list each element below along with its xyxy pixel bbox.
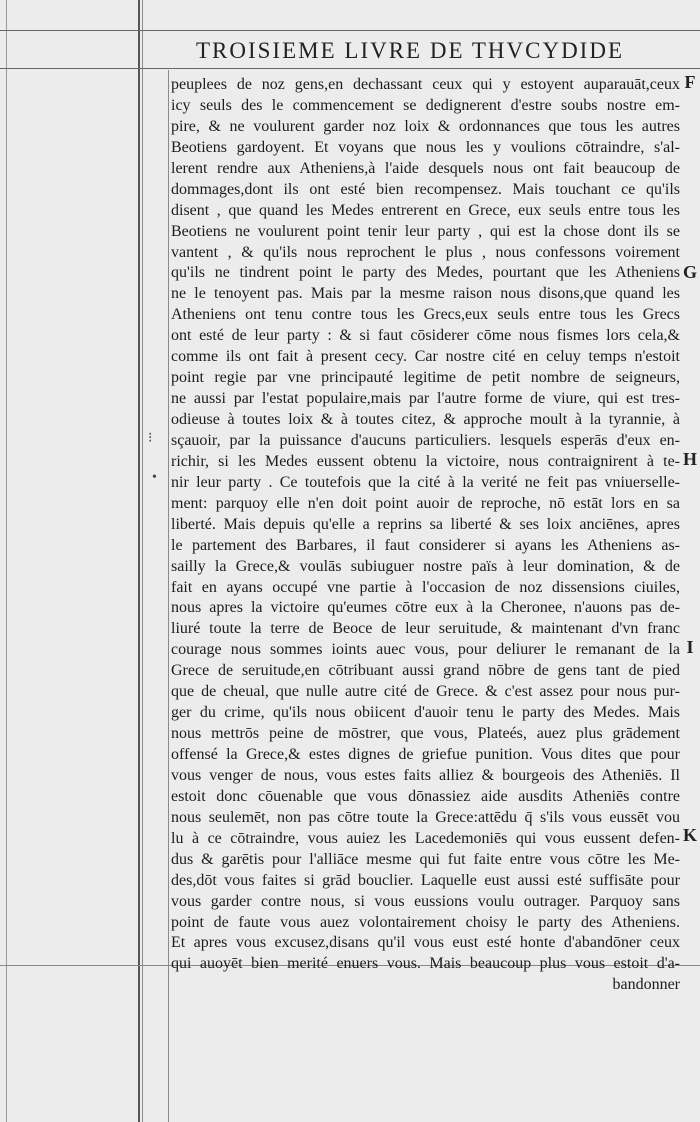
text-line: des,dōt vous faites si grād bouclier. Laquelle eust aussi esté suffisāte pour [171, 871, 680, 889]
text-line: sailly la Grece,& voulās subiuguer nostre païs à leur domination, & de [171, 557, 680, 575]
text-line: ont esté de leur party : & si faut cōsiderer cōme nous fismes lors cela,& [171, 327, 680, 345]
text-line: dus & garētis pour l'alliāce mesme qui fut faite entre vous cōtre les Me- [171, 850, 680, 868]
margin-letter-k: K [682, 825, 697, 845]
text-line: Beotiens ne voulurent point tenir leur party , qui est la chose dont ils se [171, 222, 680, 240]
text-line: offensé la Grece,& estes dignes de griefue punition. Vous dites que pour [171, 746, 680, 763]
text-line: peuplees de noz gens,en dechassant ceux qui y estoyent auparauāt,ceux [171, 76, 680, 93]
text-line: fait en ayans occupé vne partie à l'occasion de noz dissensions ciuiles, [171, 578, 680, 596]
text-line: odieuse à toutes loix & à toutes citez, & approche moult à la tyrannie, à [171, 411, 680, 428]
ink-dot-icon: • [152, 470, 157, 485]
text-line: courage nous sommes ioints auec vous, pour deliurer le remanant de la [171, 641, 680, 659]
text-line: icy seuls des le commencement se dedignerent d'estre soubs nostre em- [171, 96, 680, 114]
text-line: vous venger de nous, vous estes faits alliez & bourgeois des Atheniēs. Il [171, 766, 680, 784]
text-line: ment: parquoy elle n'en doit point auoir de reproche, nō estāt lors en sa [171, 494, 680, 512]
text-line: disent , que quand les Medes entrerent en Grece, eux seuls entre tous les [171, 201, 680, 219]
text-line: le partement des Barbares, il faut considerer si ayans les Atheniens as- [171, 536, 680, 554]
text-line: liberté. Mais depuis qu'elle a reprins sa liberté & ses loix anciēnes, apres [171, 515, 680, 533]
catchword: bandonner [612, 976, 680, 994]
margin-letter-h: H [682, 449, 697, 469]
text-line: sçauoir, par la puissance d'aucuns particuliers. lesquels esperās d'eux en- [171, 431, 680, 449]
margin-letter-i: I [686, 637, 694, 657]
text-line: pire, & ne voulurent garder noz loix & ordonnances que tous les autres [171, 117, 680, 135]
header-rule-top [0, 30, 700, 31]
left-frame-rule [138, 0, 140, 1122]
text-line: liuré toute la terre de Beoce de leur seruitude, & maintenant d'vn franc [171, 620, 680, 638]
text-line: nous mettrōs peine de mōstrer, que vous, Plateés, auez plus grādement [171, 725, 680, 743]
text-line: lu à ce cōtraindre, vous auiez les Lacedemoniēs qui vous eussent defen- [171, 829, 680, 847]
text-line: comme ils ont fait à present cecy. Car nostre cité en celuy temps n'estoit [171, 348, 680, 366]
text-line: nous seulemēt, non pas cōtre toute la Grece:attēdu q̄ s'ils vous eussēt vou [171, 808, 680, 826]
left-frame-rule-inner [142, 0, 143, 1122]
text-line: Et apres vous excusez,disans qu'il vous eust esté honte d'abandōner ceux [171, 934, 680, 952]
text-line: qu'ils ne tindrent point le party des Medes, pourtant que les Atheniens [171, 264, 680, 282]
text-line: qui auoyēt bien merité enuers vous. Mais beaucoup plus vous estoit d'a- [171, 955, 680, 973]
text-line: Grece de seruitude,en cōtribuant aussi grand nōbre de gens tant de pied [171, 662, 680, 680]
text-line: dommages,dont ils ont esté bien recompensez. Mais touchant ce qu'ils [171, 180, 680, 198]
far-left-rule [6, 0, 7, 1122]
running-title: TROISIEME LIVRE DE THVCYDIDE [195, 38, 624, 63]
text-line: Atheniens ont tenu contre tous les Grecs,eux seuls entre tous les Grecs [171, 306, 680, 324]
text-line: lerent rendre aux Atheniens,à l'aide desquels nous ont fait beaucoup de [171, 159, 680, 177]
body-text [171, 74, 680, 995]
margin-letter-f: F [684, 72, 696, 92]
header-rule-bottom [0, 68, 700, 69]
text-line: estoit donc cōuenable que vous dōnassiez aide ausdits Atheniēs contre [171, 787, 680, 805]
text-line: que de cheual, que nulle autre cité de Grece. & c'est assez pour nous pur- [171, 683, 680, 701]
text-line: vantent , & qu'ils nous reprochent le plus , nous confessons voirement [171, 243, 680, 261]
text-line: nir leur party . Ce toutefois que la cité à la verité ne feit pas vniuerselle- [171, 473, 680, 491]
text-line: nous apres la victoire qu'eumes cōtre eux à la Cheronee, n'auons pas de- [171, 599, 680, 617]
text-line: point regie par vne principauté legitime de petit nombre de seigneurs, [171, 369, 680, 387]
manuscript-mark-icon: ⁝ [148, 431, 153, 446]
text-line: ne aussi par l'estat populaire,mais par l'autre forme de viure, qui est tres- [171, 390, 680, 408]
text-line: richir, si les Medes eussent obtenu la victoire, nous contraignirent à te- [171, 452, 680, 470]
text-line: point de faute vous auez volontairement choisy le party des Atheniens. [171, 913, 680, 931]
text-line: vous garder contre nous, si vous eussions voulu outrager. Parquoy sans [171, 892, 680, 910]
text-line: ne le tenoyent pas. Mais par la mesme raison nous disons,que quand les [171, 285, 680, 303]
text-line: ger du crime, qu'ils nous obiicent d'auoir tenu le party des Medes. Mais [171, 704, 680, 722]
margin-letter-g: G [682, 262, 697, 282]
text-line: Beotiens gardoyent. Et voyans que nous les y voulions cōtraindre, s'al- [171, 138, 680, 156]
